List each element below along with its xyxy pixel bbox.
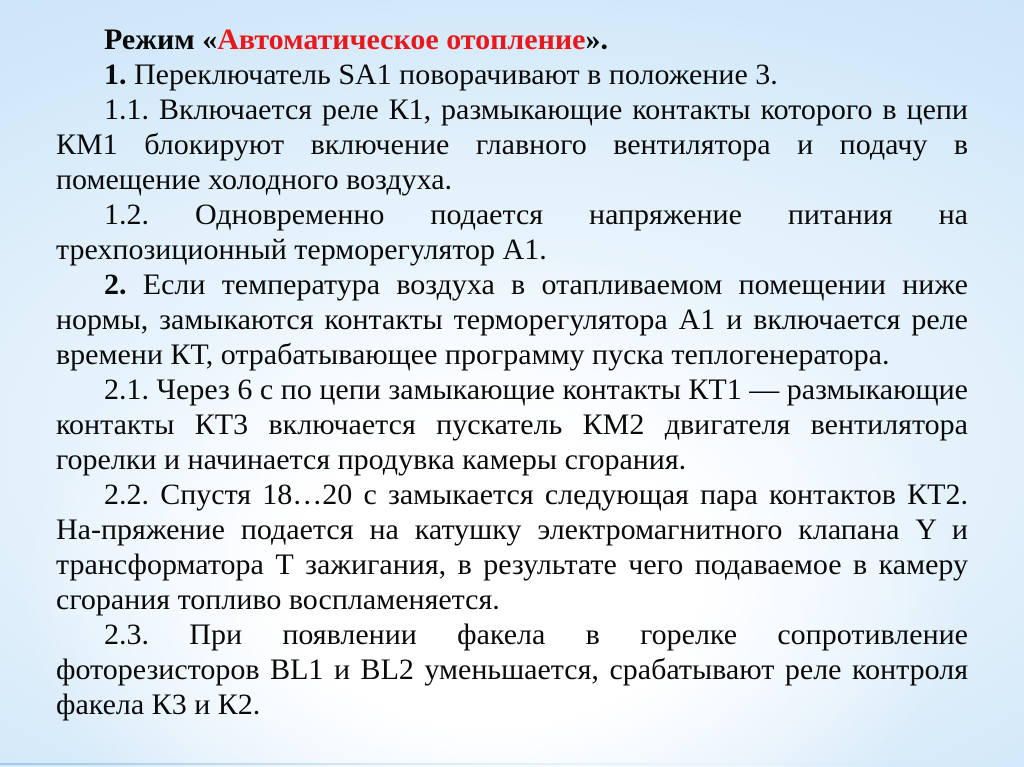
paragraph-2-1-text: 2.1. Через 6 с по цепи замыкающие контакты КТ1 — размыкающие контакты КТ3 включается пускатель КМ2 двигателя вентилятора горелки и начинается продувка камеры сгорания. bbox=[56, 373, 968, 476]
paragraph-2-3 bbox=[56, 617, 968, 722]
title-prefix: Режим « bbox=[104, 23, 218, 56]
paragraph-1-number: 1. bbox=[104, 58, 127, 91]
slide-text-block bbox=[56, 22, 968, 722]
paragraph-1 bbox=[56, 57, 968, 92]
paragraph-2-3-text: 2.3. При появлении факела в горелке сопротивление фоторезисторов BL1 и BL2 уменьшается, срабатывают реле контроля факела К3 и К2. bbox=[56, 618, 968, 721]
paragraph-1-1-text: 1.1. Включается реле К1, размыкающие контакты которого в цепи КМ1 блокируют включение главного вентилятора и подачу в помещение холодного воздуха. bbox=[56, 93, 968, 196]
slide-title bbox=[56, 22, 968, 57]
paragraph-2-2 bbox=[56, 477, 968, 617]
paragraph-2 bbox=[56, 267, 968, 372]
title-highlight: Автоматическое отопление bbox=[217, 23, 586, 56]
paragraph-1-2-text: 1.2. Одновременно подается напряжение питания на трехпозиционный терморегулятор А1. bbox=[56, 198, 968, 266]
paragraph-2-text: Если температура воздуха в отапливаемом помещении ниже нормы, замыкаются контакты терморегулятора А1 и включается реле времени КТ, отрабатывающее программу пуска теплогенератора. bbox=[56, 268, 968, 371]
paragraph-2-2-text: 2.2. Спустя 18…20 с замыкается следующая пара контактов КТ2. На-пряжение подается на катушку электромагнитного клапана Y и трансформатора Т зажигания, в результате чего подаваемое в камеру сгорания топливо воспламеняется. bbox=[56, 478, 968, 616]
paragraph-2-1 bbox=[56, 372, 968, 477]
title-suffix: ». bbox=[585, 23, 608, 56]
paragraph-1-2 bbox=[56, 197, 968, 267]
paragraph-1-text: Переключатель SA1 поворачивают в положение 3. bbox=[126, 58, 778, 91]
bottom-edge-line bbox=[0, 763, 1024, 765]
paragraph-2-number: 2. bbox=[104, 268, 127, 301]
paragraph-1-1 bbox=[56, 92, 968, 197]
